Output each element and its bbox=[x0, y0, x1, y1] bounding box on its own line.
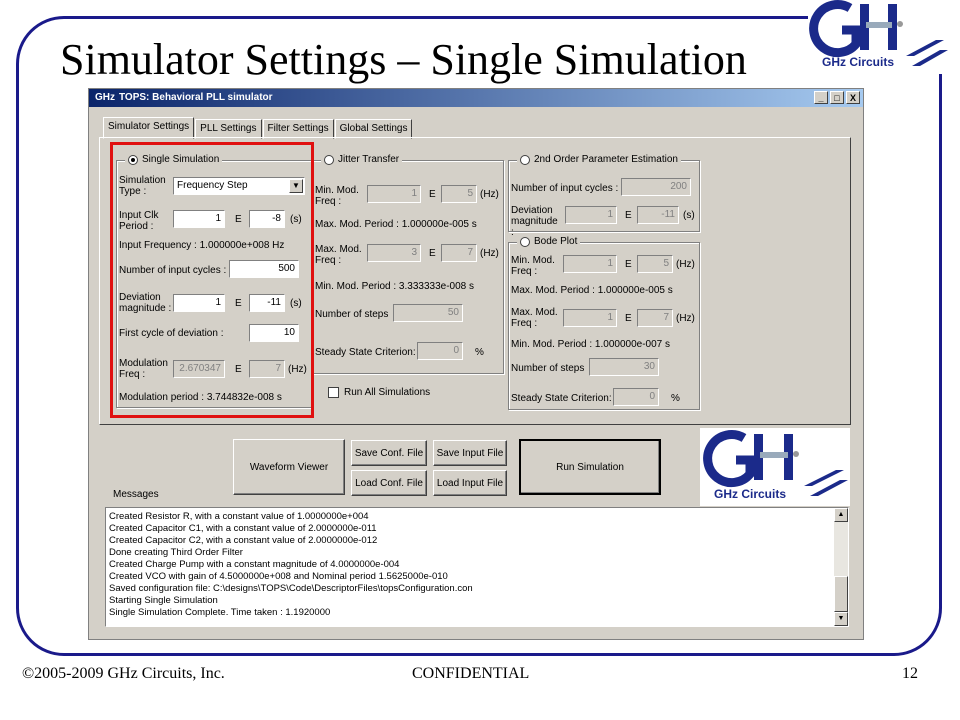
message-line: Single Simulation Complete. Time taken : 1.1920000 bbox=[109, 607, 331, 618]
jitter-max-mod-label: Max. Mod. Freq : bbox=[315, 244, 362, 266]
jitter-transfer-label: Jitter Transfer bbox=[338, 154, 400, 165]
simulation-type-select[interactable] bbox=[173, 177, 305, 195]
single-simulation-group bbox=[116, 154, 312, 408]
save-conf-file-button[interactable]: Save Conf. File bbox=[351, 440, 427, 466]
jitter-min-mod-mantissa-input[interactable]: 1 bbox=[367, 185, 421, 203]
messages-scrollbar[interactable] bbox=[834, 508, 848, 626]
bode-plot-label: Bode Plot bbox=[534, 236, 578, 247]
bode-plot-group bbox=[508, 236, 700, 410]
unit-hz: (Hz) bbox=[288, 364, 307, 375]
input-clk-exp-input[interactable]: -8 bbox=[249, 210, 285, 228]
single-simulation-radio[interactable] bbox=[128, 155, 138, 165]
chevron-down-icon[interactable]: ▼ bbox=[289, 179, 303, 193]
deviation-mantissa-input[interactable]: 1 bbox=[173, 294, 225, 312]
jitter-steady-label: Steady State Criterion: bbox=[315, 347, 416, 358]
jitter-min-mod-period-text: Min. Mod. Period : 3.333333e-008 s bbox=[315, 281, 474, 292]
ghz-logo bbox=[808, 0, 948, 74]
messages-label: Messages bbox=[113, 489, 159, 500]
bode-steady-input[interactable]: 0 bbox=[613, 388, 659, 406]
input-clk-mantissa-input[interactable]: 1 bbox=[173, 210, 225, 228]
window-titlebar[interactable] bbox=[89, 89, 863, 107]
slide-title: Simulator Settings – Single Simulation bbox=[60, 35, 747, 84]
message-line: Starting Single Simulation bbox=[109, 595, 218, 606]
unit-seconds: (s) bbox=[290, 214, 302, 225]
pe-deviation-label: Deviation magnitude : bbox=[511, 205, 558, 238]
save-input-file-button[interactable]: Save Input File bbox=[433, 440, 507, 466]
scroll-up-icon[interactable]: ▲ bbox=[834, 508, 848, 522]
e-label-3: E bbox=[235, 364, 242, 375]
window-title: TOPS: Behavioral PLL simulator bbox=[119, 92, 273, 103]
jitter-min-mod-exp-input[interactable]: 5 bbox=[441, 185, 477, 203]
footer-page-number: 12 bbox=[902, 665, 918, 682]
bode-min-mod-period-text: Min. Mod. Period : 1.000000e-007 s bbox=[511, 339, 670, 350]
jitter-steps-input[interactable]: 50 bbox=[393, 304, 463, 322]
footer-copyright: ©2005-2009 GHz Circuits, Inc. bbox=[22, 665, 225, 682]
bode-max-mod-label: Max. Mod. Freq : bbox=[511, 307, 558, 329]
jitter-steady-input[interactable]: 0 bbox=[417, 342, 463, 360]
single-simulation-label: Single Simulation bbox=[142, 154, 220, 165]
run-all-simulations-label: Run All Simulations bbox=[344, 387, 431, 398]
bode-min-mod-label: Min. Mod. Freq : bbox=[511, 255, 555, 277]
jitter-e-label-2: E bbox=[429, 248, 436, 259]
message-line: Created Capacitor C1, with a constant value of 2.0000000e-011 bbox=[109, 523, 377, 534]
deviation-magnitude-label: Deviation magnitude : bbox=[119, 292, 172, 314]
jitter-max-mod-mantissa-input[interactable]: 3 bbox=[367, 244, 421, 262]
messages-log[interactable] bbox=[105, 507, 849, 627]
message-line: Saved configuration file: C:\designs\TOPS\Code\DescriptorFiles\topsConfiguration.con bbox=[109, 583, 473, 594]
num-input-cycles-input[interactable]: 500 bbox=[229, 260, 299, 278]
app-icon: GHz bbox=[95, 92, 115, 103]
scroll-thumb[interactable] bbox=[834, 576, 848, 612]
pe-e-label: E bbox=[625, 210, 632, 221]
tab-pll-settings[interactable]: PLL Settings bbox=[195, 119, 261, 139]
jitter-unit-hz-2: (Hz) bbox=[480, 248, 499, 259]
message-line: Created Charge Pump with a constant magnitude of 4.0000000e-004 bbox=[109, 559, 400, 570]
app-window bbox=[88, 88, 864, 640]
bode-steps-label: Number of steps bbox=[511, 363, 585, 374]
modulation-freq-mantissa-input[interactable]: 2.670347 bbox=[173, 360, 225, 378]
modulation-period-text: Modulation period : 3.744832e-008 s bbox=[119, 392, 282, 403]
bode-unit-hz-2: (Hz) bbox=[676, 313, 695, 324]
tab-filter-settings[interactable]: Filter Settings bbox=[263, 119, 334, 139]
jitter-min-mod-label: Min. Mod. Freq : bbox=[315, 185, 359, 207]
close-button[interactable]: X bbox=[846, 91, 860, 104]
pe-deviation-mantissa-input[interactable]: 1 bbox=[565, 206, 617, 224]
e-label-2: E bbox=[235, 298, 242, 309]
input-clk-period-label: Input Clk Period : bbox=[119, 210, 159, 232]
first-cycle-deviation-input[interactable]: 10 bbox=[249, 324, 299, 342]
waveform-viewer-button[interactable]: Waveform Viewer bbox=[233, 439, 345, 495]
pe-num-cycles-label: Number of input cycles : bbox=[511, 183, 619, 194]
bode-min-mod-mantissa-input[interactable]: 1 bbox=[563, 255, 617, 273]
bode-pct: % bbox=[671, 393, 680, 404]
logo-text: GHz Circuits bbox=[822, 55, 895, 69]
maximize-button[interactable]: □ bbox=[830, 91, 844, 104]
message-line: Created Resistor R, with a constant value of 1.0000000e+004 bbox=[109, 511, 369, 522]
bode-max-mod-period-text: Max. Mod. Period : 1.000000e-005 s bbox=[511, 285, 673, 296]
message-line: Created VCO with gain of 4.5000000e+008 and Nominal period 1.5625000e-010 bbox=[109, 571, 448, 582]
bode-min-mod-exp-input[interactable]: 5 bbox=[637, 255, 673, 273]
simulator-settings-panel bbox=[99, 137, 851, 425]
jitter-unit-hz: (Hz) bbox=[480, 189, 499, 200]
run-all-simulations-checkbox[interactable] bbox=[328, 387, 339, 398]
bode-max-mod-exp-input[interactable]: 7 bbox=[637, 309, 673, 327]
app-ghz-logo bbox=[700, 428, 850, 506]
load-conf-file-button[interactable]: Load Conf. File bbox=[351, 470, 427, 496]
message-line: Done creating Third Order Filter bbox=[109, 547, 243, 558]
simulation-type-label: Simulation Type : bbox=[119, 175, 166, 197]
load-input-file-button[interactable]: Load Input File bbox=[433, 470, 507, 496]
scroll-down-icon[interactable]: ▼ bbox=[834, 612, 848, 626]
bode-max-mod-mantissa-input[interactable]: 1 bbox=[563, 309, 617, 327]
bode-steps-input[interactable]: 30 bbox=[589, 358, 659, 376]
footer-confidential: CONFIDENTIAL bbox=[412, 665, 530, 682]
input-frequency-text: Input Frequency : 1.000000e+008 Hz bbox=[119, 240, 285, 251]
jitter-e-label: E bbox=[429, 189, 436, 200]
bode-plot-radio[interactable] bbox=[520, 237, 530, 247]
simulation-type-value: Frequency Step bbox=[177, 180, 248, 191]
e-label: E bbox=[235, 214, 242, 225]
pe-deviation-exp-input[interactable]: -11 bbox=[637, 206, 679, 224]
modulation-freq-exp-input[interactable]: 7 bbox=[249, 360, 285, 378]
jitter-transfer-group bbox=[312, 154, 504, 374]
parameter-estimation-label: 2nd Order Parameter Estimation bbox=[534, 154, 678, 165]
parameter-estimation-group bbox=[508, 154, 700, 238]
bode-unit-hz: (Hz) bbox=[676, 259, 695, 270]
minimize-button[interactable]: _ bbox=[814, 91, 828, 104]
first-cycle-deviation-label: First cycle of deviation : bbox=[119, 328, 224, 339]
tab-simulator-settings[interactable]: Simulator Settings bbox=[103, 117, 194, 139]
tab-global-settings[interactable]: Global Settings bbox=[335, 119, 413, 139]
jitter-pct: % bbox=[475, 347, 484, 358]
parameter-estimation-radio[interactable] bbox=[520, 155, 530, 165]
jitter-max-mod-exp-input[interactable]: 7 bbox=[441, 244, 477, 262]
pe-num-cycles-input[interactable]: 200 bbox=[621, 178, 691, 196]
bode-e-label: E bbox=[625, 259, 632, 270]
num-input-cycles-label: Number of input cycles : bbox=[119, 265, 227, 276]
bode-steady-label: Steady State Criterion: bbox=[511, 393, 612, 404]
unit-seconds-2: (s) bbox=[290, 298, 302, 309]
app-logo-text: GHz Circuits bbox=[714, 487, 787, 501]
modulation-freq-label: Modulation Freq : bbox=[119, 358, 168, 380]
jitter-steps-label: Number of steps bbox=[315, 309, 389, 320]
jitter-max-mod-period-text: Max. Mod. Period : 1.000000e-005 s bbox=[315, 219, 477, 230]
pe-unit-seconds: (s) bbox=[683, 210, 695, 221]
tab-strip bbox=[103, 119, 413, 139]
run-simulation-button[interactable]: Run Simulation bbox=[519, 439, 661, 495]
deviation-exp-input[interactable]: -11 bbox=[249, 294, 285, 312]
jitter-transfer-radio[interactable] bbox=[324, 155, 334, 165]
bode-e-label-2: E bbox=[625, 313, 632, 324]
message-line: Created Capacitor C2, with a constant value of 2.0000000e-012 bbox=[109, 535, 378, 546]
